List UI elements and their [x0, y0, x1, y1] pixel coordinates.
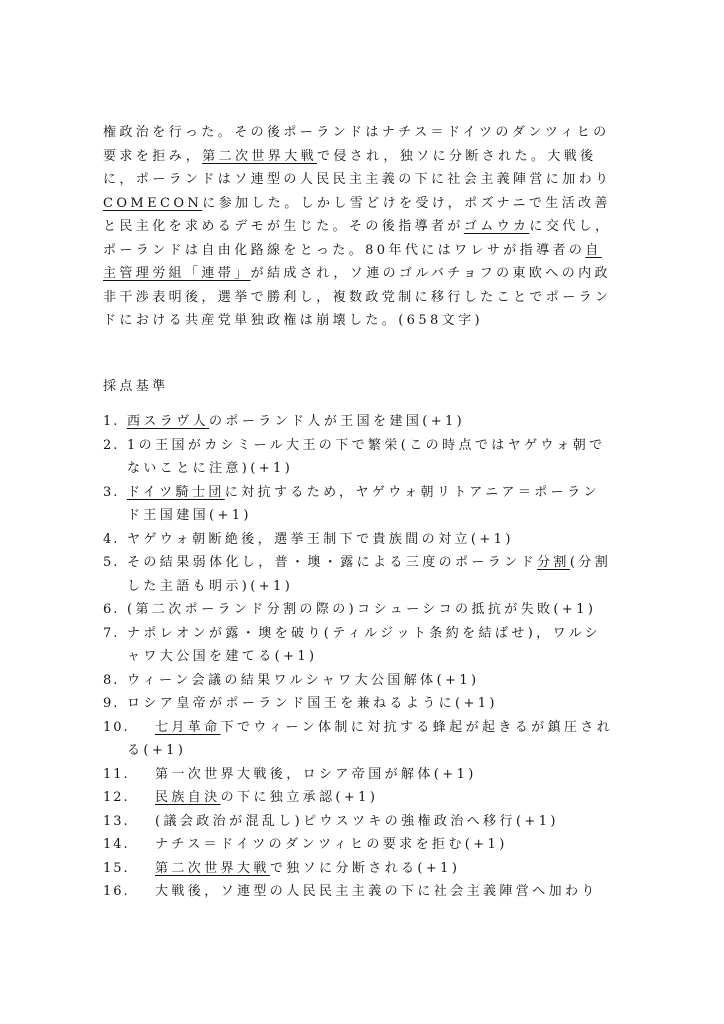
criterion-item	[103, 622, 663, 669]
answer-text: ポーランドは自由化路線をとった。80年代にはワレサが指導者の	[103, 242, 586, 258]
underlined-keyword: 第二次世界大戦	[202, 148, 317, 164]
answer-line	[103, 168, 663, 192]
criterion-number: 3.	[103, 484, 120, 500]
underlined-keyword: ゴムウカ	[463, 219, 530, 234]
answer-line	[103, 121, 663, 145]
answer-text: 要求を拒み，	[103, 148, 203, 164]
criterion-number: 9.	[103, 696, 120, 711]
criterion-line	[103, 410, 663, 434]
criterion-number: 7.	[103, 625, 120, 641]
underlined-keyword: 民族自決	[155, 790, 221, 805]
answer-text: 非干渉表明後，選挙で勝利し，複数政党制に移行したことでポーラン	[103, 289, 612, 305]
criterion-number: 6.	[103, 602, 120, 617]
underlined-keyword: 分割	[537, 555, 570, 570]
criteria-heading: 採点基準	[103, 379, 169, 394]
criterion-number: 16.	[103, 884, 130, 899]
criterion-number: 2.	[103, 437, 120, 453]
underlined-keyword: COMECON	[103, 195, 203, 211]
criterion-line	[103, 481, 663, 505]
criterion-item	[103, 857, 663, 881]
criterion-item	[103, 763, 663, 787]
criteria-list	[103, 410, 663, 904]
criterion-item	[103, 669, 663, 693]
criterion-text: ロシア皇帝がポーランド国王を兼ねるように(+1)	[127, 696, 498, 711]
criterion-line	[103, 763, 663, 787]
criterion-number: 14.	[103, 837, 130, 852]
criterion-text: 第一次世界大戦後，ロシア帝国が解体(+1)	[155, 766, 477, 782]
criterion-line	[103, 528, 663, 552]
criterion-number: 13.	[103, 813, 130, 829]
criterion-text: (分割	[569, 555, 612, 570]
criterion-line	[103, 833, 663, 857]
criterion-text: ヤゲウォ朝断絶後，選挙王制下で貴族間の対立(+1)	[127, 531, 514, 547]
criterion-item	[103, 833, 663, 857]
criterion-number: 8.	[103, 672, 120, 688]
criterion-line	[103, 598, 663, 622]
criterion-text: その結果弱体化し，普・墺・露による三度のポーランド	[127, 555, 538, 570]
criterion-line	[103, 622, 663, 646]
criterion-item	[103, 716, 663, 763]
underlined-keyword: 自	[585, 242, 602, 258]
answer-paragraph	[103, 121, 663, 333]
answer-text: ドにおける共産党単独政権は崩壊した。(658文字)	[103, 313, 483, 328]
criterion-number: 4.	[103, 531, 120, 547]
answer-text: で侵され，独ソに分断された。大戦後	[317, 148, 597, 164]
criterion-item	[103, 598, 663, 622]
criterion-text: に対抗するため，ヤゲウォ朝リトアニア＝ポーラン	[224, 484, 600, 500]
answer-line	[103, 215, 663, 239]
criterion-continuation: ド王国建国(+1)	[127, 508, 252, 523]
underlined-keyword: 西スラヴ人	[127, 414, 210, 429]
criterion-item	[103, 810, 663, 834]
criterion-text: で独ソに分断される(+1)	[269, 860, 461, 876]
criterion-number: 12.	[103, 790, 130, 805]
criterion-text: のポーランド人が王国を建国(+1)	[209, 414, 466, 429]
answer-line	[103, 286, 663, 310]
answer-text: に，ポーランドはソ連型の人民民主主義の下に社会主義陣営に加わり	[103, 172, 612, 187]
criterion-text: 1の王国がカシミール大王の下で繁栄(この時点ではヤゲウォ朝で	[127, 437, 606, 453]
criterion-text: ナチス＝ドイツのダンツィヒの要求を拒む(+1)	[155, 837, 508, 852]
criterion-item	[103, 410, 663, 434]
criterion-continuation: る(+1)	[127, 743, 187, 758]
document-page	[103, 121, 663, 904]
criterion-text: 下でウィーン体制に対抗する蜂起が起きるが鎮圧され	[220, 719, 614, 735]
criterion-number: 11.	[103, 766, 130, 782]
criterion-text: の下に独立承認(+1)	[220, 790, 379, 805]
criterion-line	[103, 810, 663, 834]
underlined-keyword: 第二次世界大戦	[155, 860, 270, 876]
criterion-text: 大戦後，ソ連型の人民民主主義の下に社会主義陣営へ加わり	[155, 884, 598, 899]
answer-line	[103, 309, 663, 333]
criterion-item	[103, 692, 663, 716]
criterion-line	[103, 551, 663, 575]
criterion-line	[103, 786, 663, 810]
criterion-number: 5.	[103, 555, 120, 570]
criterion-item	[103, 528, 663, 552]
answer-text: に交代し，	[529, 219, 612, 234]
answer-line	[103, 262, 663, 286]
criterion-line	[103, 669, 663, 693]
criterion-line	[103, 692, 663, 716]
answer-line	[103, 145, 663, 169]
underlined-keyword: 七月革命	[155, 719, 221, 735]
criterion-line	[103, 434, 663, 458]
answer-text: と民主化を求めるデモが生じた。その後指導者が	[103, 219, 464, 234]
criterion-text: ナポレオンが露・墺を破り(ティルジット条約を結ばせ)，ワルシ	[127, 625, 602, 641]
criterion-line	[103, 880, 663, 904]
underlined-keyword: 主管理労組「連帯」	[103, 266, 251, 281]
underlined-keyword: ドイツ騎士団	[127, 484, 225, 500]
criterion-continuation: ないことに注意)(+1)	[127, 461, 294, 476]
answer-text: が結成され，ソ連のゴルバチョフの東欧への内政	[250, 266, 611, 281]
answer-text: に参加した。しかし雪どけを受け，ポズナニで生活改善	[202, 195, 611, 211]
criterion-item	[103, 880, 663, 904]
criterion-number: 1.	[103, 414, 120, 429]
criterion-text: ウィーン会議の結果ワルシャワ大公国解体(+1)	[127, 672, 480, 688]
criterion-line	[103, 857, 663, 881]
answer-line	[103, 239, 663, 263]
criterion-line	[103, 716, 663, 740]
criterion-text: (議会政治が混乱し)ピウスツキの強権政治へ移行(+1)	[155, 813, 559, 829]
criterion-item	[103, 434, 663, 481]
criterion-item	[103, 786, 663, 810]
answer-line	[103, 192, 663, 216]
criterion-text: (第二次ポーランド分割の際の)コシューシコの抵抗が失敗(+1)	[127, 602, 597, 617]
criterion-continuation: した主語も明示)(+1)	[127, 578, 294, 594]
criterion-item	[103, 481, 663, 528]
criterion-item	[103, 551, 663, 598]
criterion-continuation: ャワ大公国を建てる(+1)	[127, 649, 318, 664]
answer-text: 権政治を行った。その後ポーランドはナチス＝ドイツのダンツィヒの	[103, 125, 610, 140]
criterion-number: 10.	[103, 719, 130, 735]
criterion-number: 15.	[103, 860, 130, 876]
